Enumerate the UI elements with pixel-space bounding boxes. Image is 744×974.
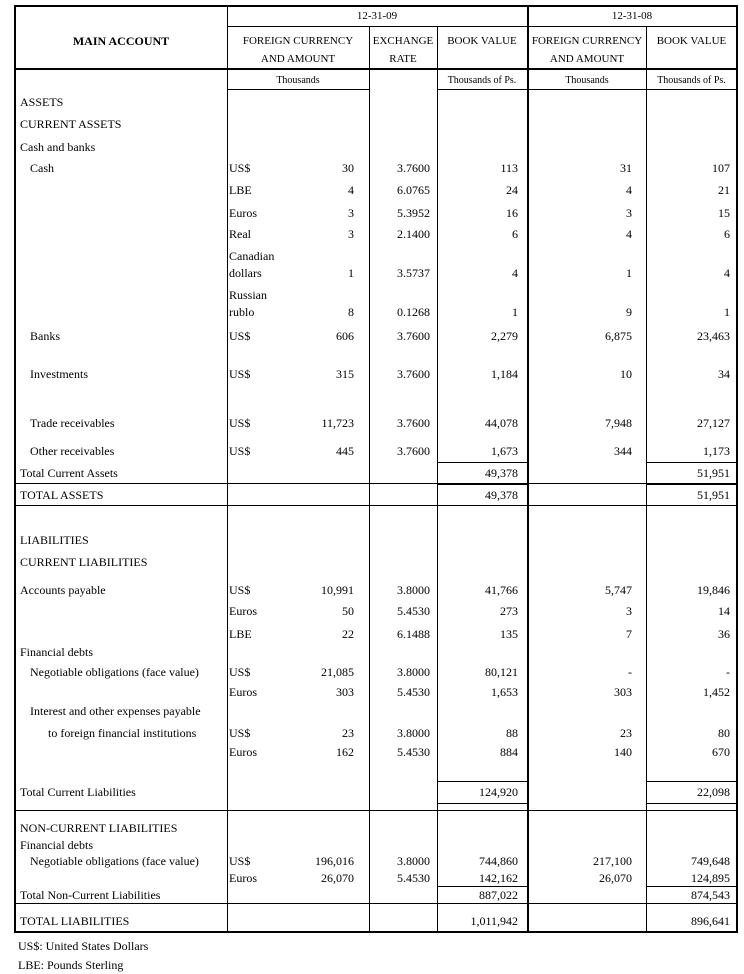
exchange-rate-cell: 3.7600 xyxy=(397,444,430,458)
foreign-amount-cell: 50 xyxy=(342,604,354,618)
exchange-rate-cell: 3.8000 xyxy=(397,854,430,868)
row-label: Negotiable obligations (face value) xyxy=(30,854,199,868)
row-label: Cash and banks xyxy=(20,140,96,154)
foreign-amount-cell: 1 xyxy=(348,266,354,280)
book-value-cell: 1,653 xyxy=(491,685,518,699)
table-border-top xyxy=(14,5,738,7)
foreign-amount-2008-cell: 3 xyxy=(626,604,632,618)
book-value-2008-cell: 19,846 xyxy=(697,583,730,597)
row-label: Investments xyxy=(30,367,88,381)
row-separator xyxy=(14,505,738,506)
currency-cell: US$ xyxy=(229,854,251,868)
row-separator xyxy=(14,483,738,484)
currency-cell: US$ xyxy=(229,161,251,175)
book-value-2008-cell: 36 xyxy=(718,627,730,641)
total-line xyxy=(647,484,736,485)
exchange-rate-header xyxy=(369,32,437,68)
book-value-cell: 273 xyxy=(500,604,518,618)
exch-header-line2: RATE xyxy=(389,53,417,65)
book-value-cell: 1,184 xyxy=(491,367,518,381)
book-value-2008-cell: - xyxy=(726,665,730,679)
book-value-2008-cell: 15 xyxy=(718,206,730,220)
currency-cell: US$ xyxy=(229,416,251,430)
exchange-rate-cell: 5.4530 xyxy=(397,871,430,885)
exchange-rate-cell: 6.0765 xyxy=(397,183,430,197)
foreign-amount-cell: 3 xyxy=(348,206,354,220)
period-header-line xyxy=(227,26,738,27)
foreign-amount-2008-cell: 217,100 xyxy=(593,854,632,868)
currency-cell: rublo xyxy=(229,305,255,319)
foreign-amount-2008-cell: 10 xyxy=(620,367,632,381)
header-bottom-line xyxy=(14,68,738,70)
book-value-cell: 1,673 xyxy=(491,444,518,458)
foreign-amount-2008-cell: 7,948 xyxy=(605,416,632,430)
units-line xyxy=(227,89,369,90)
exchange-rate-cell: 3.7600 xyxy=(397,416,430,430)
currency-cell: Euros xyxy=(229,871,257,885)
book-value-2008-cell: 124,895 xyxy=(691,871,730,885)
units-thousands-2008: Thousands xyxy=(565,75,609,86)
exchange-rate-cell: 5.4530 xyxy=(397,604,430,618)
book-value-2008-cell: 896,641 xyxy=(691,914,730,928)
fca-header-line1: FOREIGN CURRENCY xyxy=(242,35,354,47)
foreign-amount-2008-cell: 303 xyxy=(614,685,632,699)
total-line xyxy=(438,803,527,804)
row-label: Total Current Assets xyxy=(20,466,118,480)
foreign-amount-cell: 10,991 xyxy=(321,583,354,597)
book-value-cell: 88 xyxy=(506,726,518,740)
foreign-amount-2008-cell: 9 xyxy=(626,305,632,319)
foreign-amount-2008-cell: 7 xyxy=(626,627,632,641)
currency-cell: US$ xyxy=(229,665,251,679)
book-value-2008-cell: 1,452 xyxy=(703,685,730,699)
exchange-rate-cell: 5.4530 xyxy=(397,685,430,699)
col-line xyxy=(369,26,370,933)
footnote-lbe: LBE: Pounds Sterling xyxy=(18,958,124,972)
currency-cell: US$ xyxy=(229,329,251,343)
subtotal-line xyxy=(647,781,736,782)
book-value-2008-cell: 4 xyxy=(724,266,730,280)
book-value-2008-cell: 51,951 xyxy=(697,466,730,480)
book-value-2008-cell: 27,127 xyxy=(697,416,730,430)
book-value-cell: 2,279 xyxy=(491,329,518,343)
book-value-cell: 80,121 xyxy=(485,665,518,679)
foreign-amount-cell: 30 xyxy=(342,161,354,175)
exchange-rate-cell: 0.1268 xyxy=(397,305,430,319)
foreign-amount-cell: 23 xyxy=(342,726,354,740)
units-line xyxy=(437,89,738,90)
currency-cell: LBE xyxy=(229,627,252,641)
fca08-header-line1: FOREIGN CURRENCY xyxy=(531,35,643,47)
book-value-header-2009: BOOK VALUE xyxy=(447,35,517,47)
book-value-2008-cell: 21 xyxy=(718,183,730,197)
currency-cell: Euros xyxy=(229,745,257,759)
exchange-rate-cell: 3.8000 xyxy=(397,726,430,740)
foreign-amount-cell: 4 xyxy=(348,183,354,197)
fca08-header-line2: AND AMOUNT xyxy=(549,53,625,65)
book-value-cell: 135 xyxy=(500,627,518,641)
book-value-2008-cell: 749,648 xyxy=(691,854,730,868)
book-value-cell: 41,766 xyxy=(485,583,518,597)
book-value-2008-cell: 1,173 xyxy=(703,444,730,458)
subtotal-line xyxy=(647,886,736,887)
row-label: Total Non-Current Liabilities xyxy=(20,888,161,902)
subtotal-line xyxy=(647,462,736,463)
book-value-cell: 142,162 xyxy=(479,871,518,885)
fca-header-2009 xyxy=(228,32,368,68)
book-value-cell: 24 xyxy=(506,183,518,197)
book-value-2008-cell: 23,463 xyxy=(697,329,730,343)
foreign-amount-2008-cell: 3 xyxy=(626,206,632,220)
exchange-rate-cell: 3.7600 xyxy=(397,367,430,381)
row-label: ASSETS xyxy=(20,95,64,109)
row-label: TOTAL ASSETS xyxy=(20,488,104,502)
foreign-amount-2008-cell: 31 xyxy=(620,161,632,175)
row-separator xyxy=(14,903,738,904)
row-label: Other receivables xyxy=(30,444,115,458)
book-value-cell: 49,378 xyxy=(485,488,518,502)
foreign-amount-2008-cell: - xyxy=(628,665,632,679)
period-2008-header: 12-31-08 xyxy=(611,10,653,22)
foreign-amount-cell: 315 xyxy=(336,367,354,381)
exchange-rate-cell: 3.7600 xyxy=(397,161,430,175)
row-label: LIABILITIES xyxy=(20,533,89,547)
book-value-2008-cell: 6 xyxy=(724,227,730,241)
foreign-amount-cell: 21,085 xyxy=(321,665,354,679)
currency-cell: Canadian xyxy=(229,249,275,263)
foreign-amount-2008-cell: 140 xyxy=(614,745,632,759)
foreign-amount-2008-cell: 6,875 xyxy=(605,329,632,343)
book-value-2008-cell: 670 xyxy=(712,745,730,759)
book-value-cell: 44,078 xyxy=(485,416,518,430)
foreign-amount-cell: 162 xyxy=(336,745,354,759)
subtotal-line xyxy=(438,781,527,782)
book-value-header-2008: BOOK VALUE xyxy=(656,35,727,47)
currency-cell: Euros xyxy=(229,206,257,220)
units-ps-2008: Thousands of Ps. xyxy=(657,75,726,86)
exchange-rate-cell: 3.8000 xyxy=(397,665,430,679)
currency-cell: Real xyxy=(229,227,251,241)
foreign-amount-cell: 3 xyxy=(348,227,354,241)
foreign-amount-2008-cell: 4 xyxy=(626,227,632,241)
book-value-cell: 113 xyxy=(500,161,518,175)
book-value-2008-cell: 874,543 xyxy=(691,888,730,902)
foreign-amount-2008-cell: 4 xyxy=(626,183,632,197)
row-label: NON-CURRENT LIABILITIES xyxy=(20,821,178,835)
row-label: Trade receivables xyxy=(30,416,115,430)
currency-cell: US$ xyxy=(229,583,251,597)
currency-cell: Russian xyxy=(229,288,268,302)
foreign-amount-2008-cell: 26,070 xyxy=(599,871,632,885)
foreign-amount-cell: 11,723 xyxy=(321,416,354,430)
foreign-amount-cell: 26,070 xyxy=(321,871,354,885)
units-thousands-2009: Thousands xyxy=(276,75,320,86)
exchange-rate-cell: 3.8000 xyxy=(397,583,430,597)
subtotal-line xyxy=(438,886,527,887)
main-account-header: MAIN ACCOUNT xyxy=(72,34,170,48)
currency-cell: US$ xyxy=(229,444,251,458)
row-label: Interest and other expenses payable xyxy=(30,704,201,718)
book-value-cell: 16 xyxy=(506,206,518,220)
table-border-left xyxy=(14,5,16,933)
total-line xyxy=(647,803,736,804)
book-value-cell: 887,022 xyxy=(479,888,518,902)
row-label: Total Current Liabilities xyxy=(20,785,136,799)
col-line xyxy=(227,5,228,933)
row-label: Accounts payable xyxy=(20,583,106,597)
currency-cell: LBE xyxy=(229,183,252,197)
row-label: Negotiable obligations (face value) xyxy=(30,665,199,679)
row-separator xyxy=(14,810,738,811)
foreign-amount-2008-cell: 1 xyxy=(626,266,632,280)
foreign-amount-2008-cell: 23 xyxy=(620,726,632,740)
book-value-2008-cell: 22,098 xyxy=(697,785,730,799)
row-label: CURRENT ASSETS xyxy=(20,117,122,131)
book-value-cell: 6 xyxy=(512,227,518,241)
col-line xyxy=(646,26,647,933)
total-line xyxy=(438,484,527,485)
book-value-cell: 744,860 xyxy=(479,854,518,868)
row-label: Cash xyxy=(30,161,54,175)
currency-cell: US$ xyxy=(229,367,251,381)
subtotal-line xyxy=(438,462,527,463)
row-label: to foreign financial institutions xyxy=(48,726,197,740)
exchange-rate-cell: 2.1400 xyxy=(397,227,430,241)
book-value-cell: 124,920 xyxy=(479,785,518,799)
foreign-amount-cell: 303 xyxy=(336,685,354,699)
book-value-cell: 884 xyxy=(500,745,518,759)
book-value-2008-cell: 14 xyxy=(718,604,730,618)
currency-cell: dollars xyxy=(229,266,262,280)
foreign-amount-cell: 606 xyxy=(336,329,354,343)
table-border-bottom xyxy=(14,931,738,933)
row-label: TOTAL LIABILITIES xyxy=(20,914,130,928)
book-value-cell: 1 xyxy=(512,305,518,319)
book-value-2008-cell: 34 xyxy=(718,367,730,381)
exch-header-line1: EXCHANGE xyxy=(372,35,434,47)
row-label: Financial debts xyxy=(20,838,93,852)
currency-cell: Euros xyxy=(229,604,257,618)
row-label: CURRENT LIABILITIES xyxy=(20,555,148,569)
exchange-rate-cell: 5.4530 xyxy=(397,745,430,759)
col-line xyxy=(527,5,529,933)
currency-cell: Euros xyxy=(229,685,257,699)
period-2009-header: 12-31-09 xyxy=(356,10,398,22)
fca-header-2008 xyxy=(528,32,646,68)
foreign-amount-2008-cell: 344 xyxy=(614,444,632,458)
book-value-cell: 4 xyxy=(512,266,518,280)
row-label: Banks xyxy=(30,329,60,343)
book-value-cell: 1,011,942 xyxy=(470,914,518,928)
book-value-2008-cell: 51,951 xyxy=(697,488,730,502)
foreign-amount-cell: 8 xyxy=(348,305,354,319)
fca-header-line2: AND AMOUNT xyxy=(260,53,336,65)
row-label: Financial debts xyxy=(20,645,93,659)
col-line xyxy=(437,26,438,933)
units-ps-2009: Thousands of Ps. xyxy=(447,75,517,86)
footnote-usd: US$: United States Dollars xyxy=(18,939,149,953)
currency-cell: US$ xyxy=(229,726,251,740)
book-value-2008-cell: 107 xyxy=(712,161,730,175)
foreign-amount-cell: 22 xyxy=(342,627,354,641)
book-value-cell: 49,378 xyxy=(485,466,518,480)
foreign-amount-cell: 445 xyxy=(336,444,354,458)
table-border-right xyxy=(736,5,738,933)
book-value-2008-cell: 80 xyxy=(718,726,730,740)
exchange-rate-cell: 3.7600 xyxy=(397,329,430,343)
exchange-rate-cell: 5.3952 xyxy=(397,206,430,220)
exchange-rate-cell: 3.5737 xyxy=(397,266,430,280)
exchange-rate-cell: 6.1488 xyxy=(397,627,430,641)
book-value-2008-cell: 1 xyxy=(724,305,730,319)
foreign-amount-2008-cell: 5,747 xyxy=(605,583,632,597)
foreign-amount-cell: 196,016 xyxy=(315,854,354,868)
